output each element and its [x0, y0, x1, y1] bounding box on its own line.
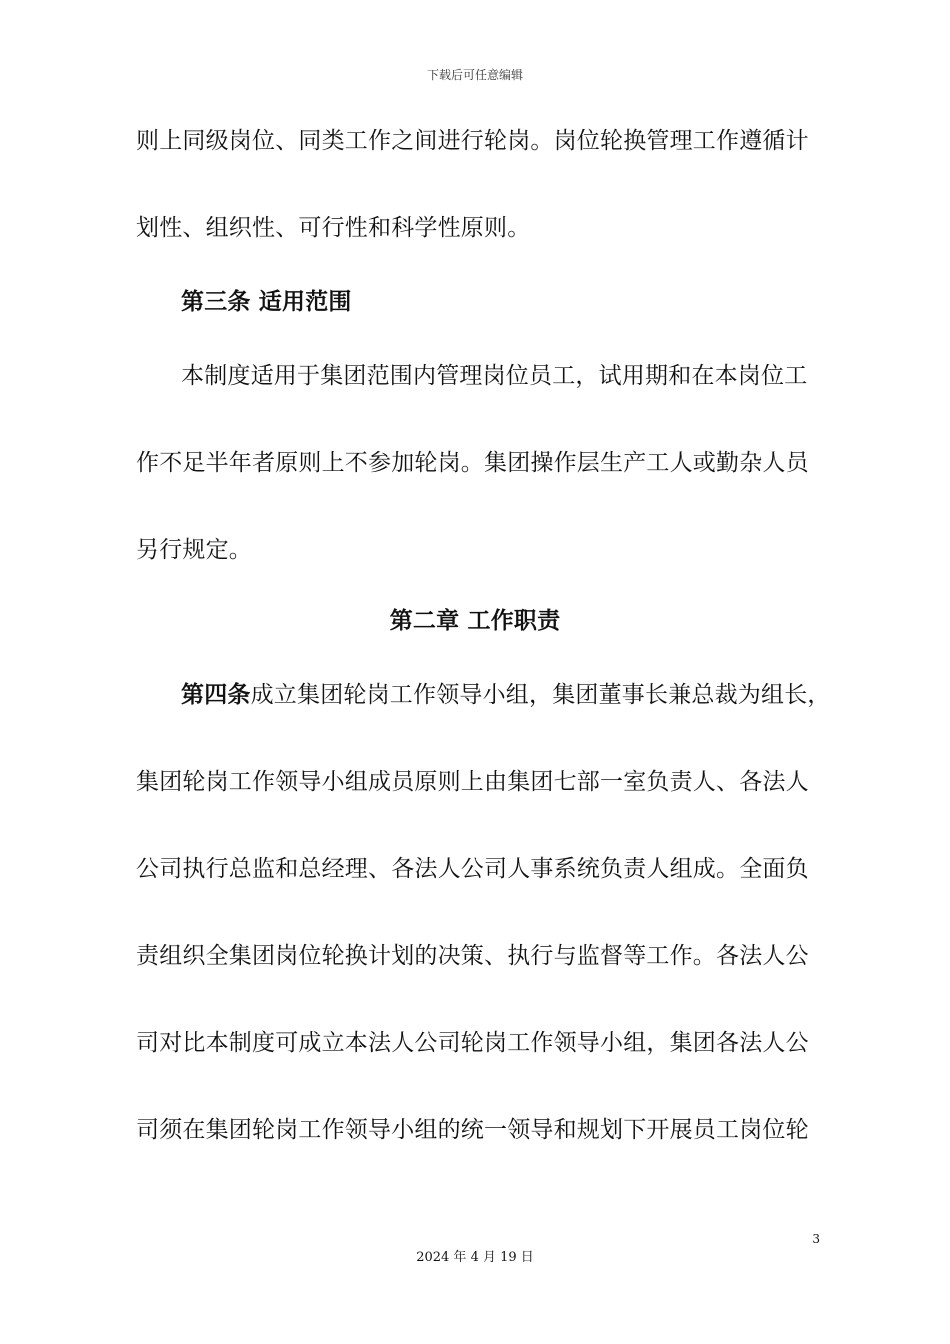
- footer-date: 2024 年 4 月 19 日: [416, 1250, 534, 1265]
- page-header: 下载后可任意编辑: [426, 68, 523, 82]
- body-text-line: 则上同级岗位、同类工作之间进行轮岗。岗位轮换管理工作遵循计: [136, 128, 809, 154]
- article-label: 第四条: [181, 682, 251, 708]
- body-text-line: 划性、组织性、可行性和科学性原则。: [136, 215, 531, 241]
- article-text: 成立集团轮岗工作领导小组，集团董事长兼总裁为组长，: [250, 682, 831, 708]
- chapter-heading: 第二章 工作职责: [389, 608, 561, 634]
- page-number: 3: [812, 1232, 820, 1246]
- body-text-line: 公司执行总监和总经理、各法人公司人事系统负责人组成。全面负: [136, 856, 809, 882]
- body-text-line: 另行规定。: [136, 537, 252, 563]
- body-text-line: 本制度适用于集团范围内管理岗位员工，试用期和在本岗位工: [181, 363, 808, 389]
- body-text-line: [181, 680, 871, 710]
- body-text-line: 责组织全集团岗位轮换计划的决策、执行与监督等工作。各法人公: [136, 943, 809, 969]
- body-text-line: 司须在集团轮岗工作领导小组的统一领导和规划下开展员工岗位轮: [136, 1117, 809, 1143]
- body-text-line: 作不足半年者原则上不参加轮岗。集团操作层生产工人或勤杂人员: [136, 450, 809, 476]
- article-heading: 第三条 适用范围: [181, 289, 352, 315]
- body-text-line: 司对比本制度可成立本法人公司轮岗工作领导小组，集团各法人公: [136, 1030, 809, 1056]
- body-text-line: 集团轮岗工作领导小组成员原则上由集团七部一室负责人、各法人: [136, 769, 809, 795]
